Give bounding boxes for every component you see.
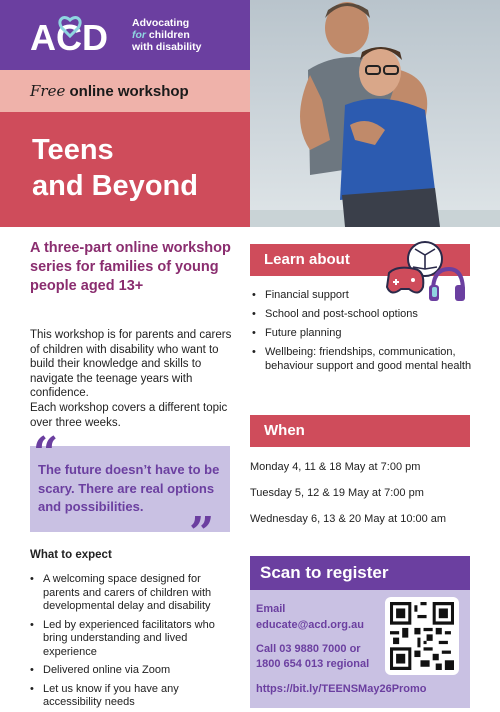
tagline-line-3: with disability	[132, 41, 202, 53]
register-heading: Scan to register	[250, 556, 470, 590]
what-to-expect-list	[30, 573, 240, 712]
tagline-line-2: children	[148, 29, 190, 41]
page-title	[32, 132, 198, 204]
acd-logo	[30, 14, 112, 58]
list-item: • Led by experienced facilitators who bring understanding and lived experience	[30, 619, 240, 660]
hero-photo	[250, 0, 500, 227]
quote-text: The future doesn’t have to be scary. There are real options and possibilities.	[38, 462, 220, 514]
intro-paragraph: This workshop is for parents and carers of children with disability who want to build their knowledge and skills to navigate the teenage years with confidence.	[30, 329, 232, 399]
when-heading: When	[250, 415, 470, 447]
list-item: • School and post-school options	[250, 307, 475, 321]
tagline-line-1: Advocating	[132, 17, 190, 29]
phone-line-2: 1800 654 013 regional	[256, 658, 370, 670]
list-item: • Delivered online via Zoom	[30, 664, 240, 678]
learn-about-heading: Learn about	[250, 244, 470, 276]
list-item: • Financial support	[250, 288, 475, 302]
learn-about-list	[250, 288, 475, 378]
free-word: Free	[30, 82, 66, 100]
intro-paragraph-2: Each workshop covers a different topic over three weeks.	[30, 402, 228, 429]
list-item: • Wellbeing: friendships, communication, behaviour support and good mental health	[250, 345, 475, 373]
workshop-type	[30, 82, 189, 100]
title-line-1: Teens	[32, 134, 114, 166]
intro-lead: A three-part online workshop series for families of young people aged 13+	[30, 240, 231, 294]
qr-code-image	[390, 602, 454, 670]
email-label: Email	[256, 603, 286, 615]
what-to-expect-heading: What to expect	[30, 549, 112, 561]
list-item: • A welcoming space designed for parents and carers of children with developmental delay and disability	[30, 573, 240, 614]
phone-line-1: Call 03 9880 7000 or	[256, 643, 361, 655]
list-item: • Let us know if you have any accessibility needs	[30, 683, 240, 710]
title-line-2: and Beyond	[32, 170, 198, 202]
qr-code[interactable]	[385, 597, 459, 675]
session-line: Tuesday 5, 12 & 19 May at 7:00 pm	[250, 487, 424, 499]
logo-text: ACD	[30, 17, 108, 58]
quote-open-icon: “	[33, 428, 59, 479]
quote-close-icon: ”	[189, 508, 215, 559]
session-line: Monday 4, 11 & 18 May at 7:00 pm	[250, 461, 421, 473]
tagline-for: for	[132, 29, 146, 41]
register-url-link[interactable]: https://bit.ly/TEENSMay26Promo	[256, 683, 427, 695]
email-link[interactable]: educate@acd.org.au	[256, 619, 364, 631]
online-workshop-label: online workshop	[69, 83, 189, 100]
list-item: • Future planning	[250, 326, 475, 340]
session-line: Wednesday 6, 13 & 20 May at 10:00 am	[250, 513, 447, 525]
logo-tagline	[132, 17, 201, 53]
